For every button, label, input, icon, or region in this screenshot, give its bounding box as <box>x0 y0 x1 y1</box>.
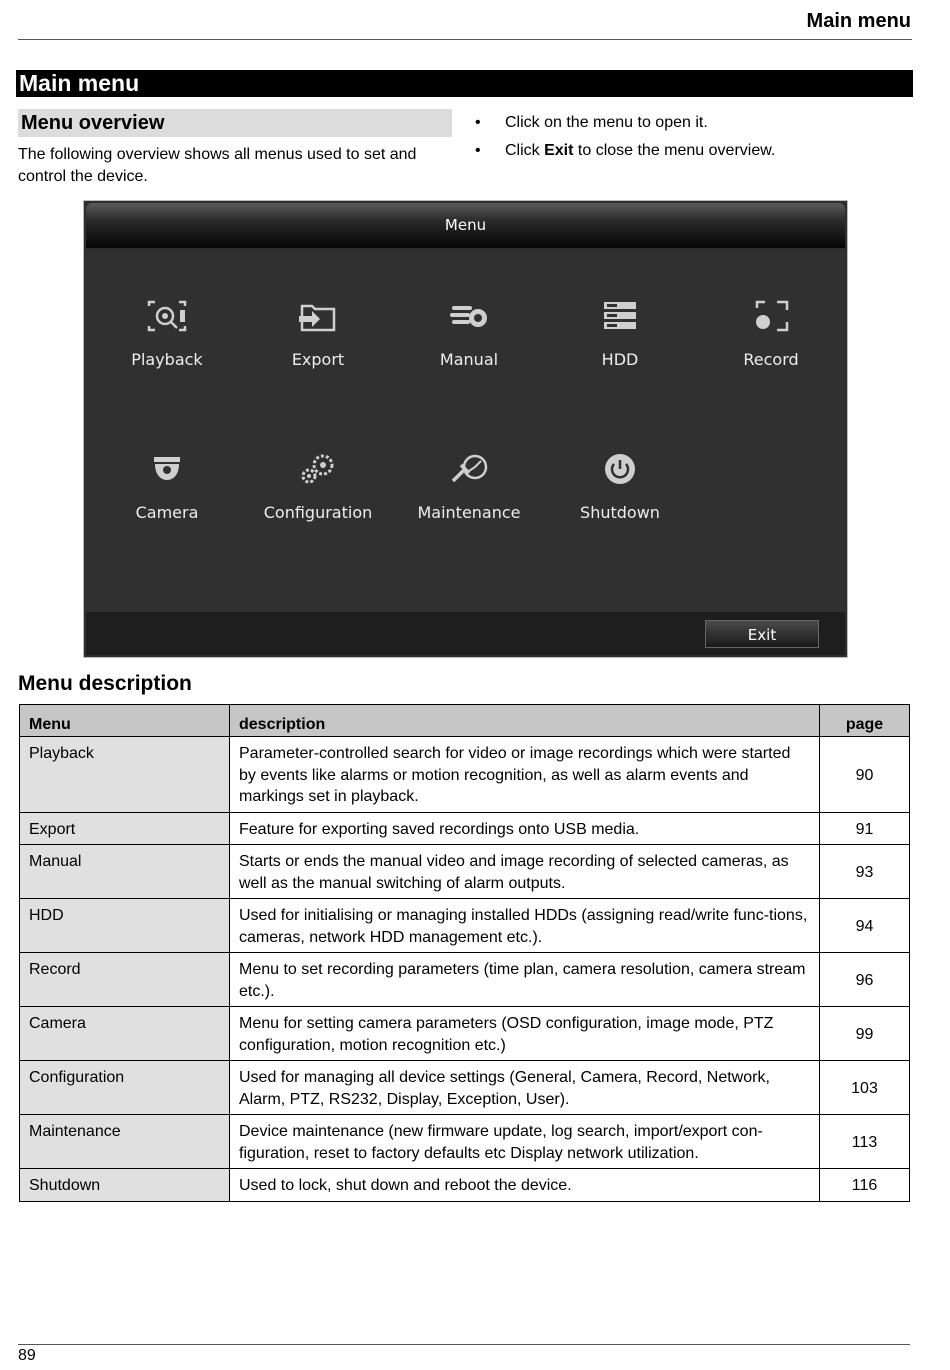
description-cell: Menu for setting camera parameters (OSD configuration, image mode, PTZ configuration, motion recognition etc.) <box>230 1007 820 1061</box>
menu-cell: Maintenance <box>20 1115 230 1169</box>
menu-item-label: Maintenance <box>417 503 521 522</box>
menu-item-export[interactable] <box>243 298 393 369</box>
menu-item-label: Configuration <box>263 503 373 522</box>
section-title: Main menu <box>16 70 913 97</box>
footer-rule <box>18 1344 910 1345</box>
menu-item-playback[interactable] <box>92 298 242 369</box>
exit-button[interactable]: Exit <box>705 620 819 648</box>
configuration-icon <box>296 451 340 487</box>
page-number: 89 <box>18 1347 36 1364</box>
menu-item-label: Export <box>291 350 345 369</box>
menu-cell: Manual <box>20 845 230 899</box>
menu-item-camera[interactable] <box>92 451 242 522</box>
menu-item-configuration[interactable] <box>243 451 393 522</box>
description-cell: Parameter-controlled search for video or image recordings which were started by events like alarms or motion recognition, as well as alarm events and markings set in playback. <box>230 737 820 813</box>
page-cell: 91 <box>820 812 910 845</box>
page-cell: 94 <box>820 899 910 953</box>
page-cell: 90 <box>820 737 910 813</box>
description-cell: Used for managing all device settings (General, Camera, Record, Network, Alarm, PTZ, RS232, Display, Exception, User). <box>230 1061 820 1115</box>
description-cell: Starts or ends the manual video and image recording of selected cameras, as well as the manual switching of alarm outputs. <box>230 845 820 899</box>
header-rule <box>18 39 912 40</box>
export-icon <box>296 298 340 334</box>
description-cell: Menu to set recording parameters (time plan, camera resolution, camera stream etc.). <box>230 953 820 1007</box>
shutdown-icon <box>598 451 642 487</box>
table-row <box>20 1169 910 1202</box>
page-cell: 93 <box>820 845 910 899</box>
menu-item-manual[interactable] <box>394 298 544 369</box>
description-cell: Device maintenance (new firmware update, log search, import/export con-figuration, reset to factory defaults etc Display network utilization. <box>230 1115 820 1169</box>
table-row <box>20 845 910 899</box>
running-header: Main menu <box>806 10 911 32</box>
menu-item-shutdown[interactable] <box>545 451 695 522</box>
dvr-menu-screenshot <box>83 200 848 658</box>
page-cell: 116 <box>820 1169 910 1202</box>
column-header-menu: Menu <box>20 705 230 737</box>
menu-cell: Playback <box>20 737 230 813</box>
record-icon <box>749 298 793 334</box>
menu-cell: Camera <box>20 1007 230 1061</box>
menu-item-label: Camera <box>135 503 199 522</box>
menu-item-maintenance[interactable] <box>394 451 544 522</box>
dvr-menu-body <box>86 251 845 612</box>
page-cell: 99 <box>820 1007 910 1061</box>
menu-item-label: Shutdown <box>580 503 660 522</box>
table-row <box>20 953 910 1007</box>
table-row <box>20 1061 910 1115</box>
table-row <box>20 737 910 813</box>
playback-icon <box>145 298 189 334</box>
camera-icon <box>145 451 189 487</box>
menu-item-label: Manual <box>439 350 499 369</box>
description-cell: Used for initialising or managing installed HDDs (assigning read/write func-tions, cameras, network HDD management etc.). <box>230 899 820 953</box>
menu-cell: Export <box>20 812 230 845</box>
table-row <box>20 812 910 845</box>
menu-item-label: Playback <box>131 350 203 369</box>
page-cell: 96 <box>820 953 910 1007</box>
manual-icon <box>447 298 491 334</box>
subsection-title: Menu overview <box>18 109 452 137</box>
maintenance-icon <box>447 451 491 487</box>
description-cell: Feature for exporting saved recordings onto USB media. <box>230 812 820 845</box>
column-header-page: page <box>820 705 910 737</box>
menu-item-record[interactable] <box>696 298 846 369</box>
description-cell: Used to lock, shut down and reboot the device. <box>230 1169 820 1202</box>
hdd-icon <box>598 298 642 334</box>
table-header-row <box>20 705 910 737</box>
instruction-item: • Click Exit to close the menu overview. <box>475 140 775 168</box>
table-row <box>20 1115 910 1169</box>
instruction-list <box>475 112 775 168</box>
menu-cell: HDD <box>20 899 230 953</box>
instruction-item: • Click on the menu to open it. <box>475 112 775 140</box>
table-row <box>20 899 910 953</box>
dvr-menu-footer <box>86 612 845 655</box>
column-header-description: description <box>230 705 820 737</box>
menu-description-table <box>19 704 910 1202</box>
menu-item-label: HDD <box>601 350 639 369</box>
table-row <box>20 1007 910 1061</box>
overview-text: The following overview shows all menus used to set and control the device. <box>18 146 417 185</box>
page-cell: 113 <box>820 1115 910 1169</box>
description-heading: Menu description <box>18 672 192 695</box>
page-cell: 103 <box>820 1061 910 1115</box>
dvr-menu-title: Menu <box>86 203 845 248</box>
menu-item-hdd[interactable] <box>545 298 695 369</box>
menu-cell: Record <box>20 953 230 1007</box>
menu-item-label: Record <box>743 350 799 369</box>
menu-cell: Shutdown <box>20 1169 230 1202</box>
menu-cell: Configuration <box>20 1061 230 1115</box>
